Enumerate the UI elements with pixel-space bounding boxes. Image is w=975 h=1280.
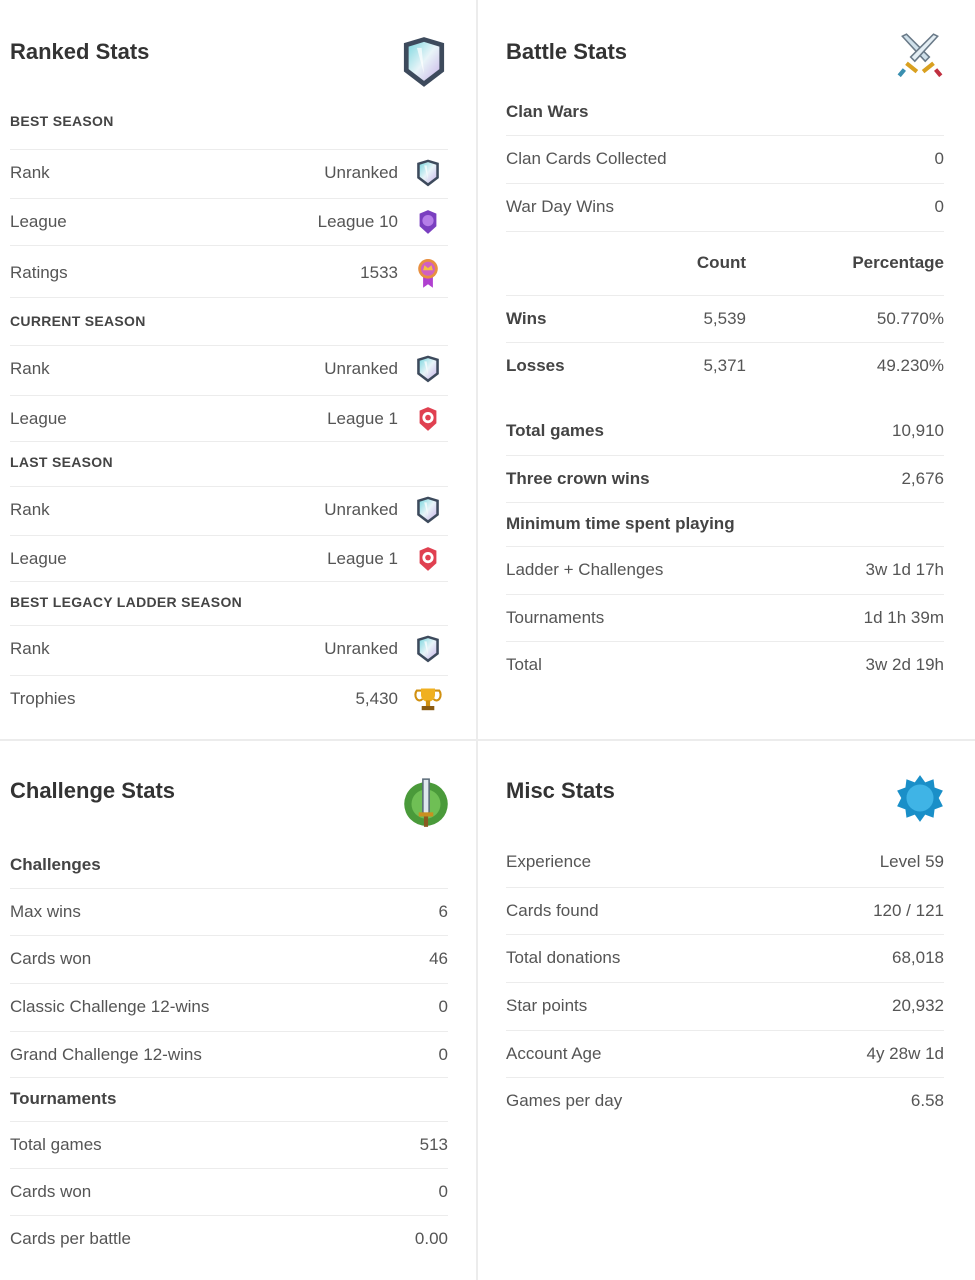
stat-label: Experience — [506, 852, 592, 871]
results-row — [506, 342, 944, 388]
stat-label: Rank — [10, 162, 50, 182]
league-1-icon — [414, 545, 442, 573]
stat-label: Trophies — [10, 688, 76, 708]
stat-value: Unranked — [324, 499, 398, 519]
stat-value: 3w 2d 19h — [865, 654, 944, 674]
section-current-season: CURRENT SEASON — [10, 297, 448, 343]
stat-row — [10, 888, 448, 934]
stat-value: 1533 — [360, 262, 398, 282]
unranked-shield-icon — [414, 635, 442, 663]
stat-value: 6.58 — [910, 1090, 944, 1110]
stat-row — [10, 625, 448, 671]
stat-row — [506, 546, 944, 592]
stat-label: Classic Challenge 12-wins — [10, 996, 210, 1016]
stat-value: 6 — [438, 901, 448, 921]
stat-row — [10, 1031, 448, 1077]
section-best-season: BEST SEASON — [10, 113, 114, 129]
section-challenges: Challenges — [10, 855, 101, 874]
stat-label: Games per day — [506, 1090, 623, 1110]
stat-label: Star points — [506, 995, 588, 1015]
result-percentage: 50.770% — [876, 308, 944, 328]
section-best-legacy-ladder-season: BEST LEGACY LADDER SEASON — [10, 581, 448, 621]
stat-row — [10, 395, 448, 441]
stat-label: League — [10, 408, 67, 428]
stat-value: 2,676 — [901, 468, 944, 488]
stat-row — [506, 135, 944, 181]
stat-label: Total games — [10, 1134, 102, 1154]
stat-row — [10, 1215, 448, 1261]
crossed-swords-icon — [894, 30, 946, 82]
stat-row — [10, 486, 448, 532]
stat-label: Cards won — [10, 1181, 92, 1201]
stat-value: Unranked — [324, 162, 398, 182]
challenge-stats-panel — [0, 741, 476, 1280]
stat-value: 0 — [934, 148, 944, 168]
stat-value: 1d 1h 39m — [863, 607, 944, 627]
stat-row — [506, 183, 944, 229]
result-label: Wins — [506, 308, 547, 328]
stat-value: League 10 — [317, 211, 398, 231]
results-header-row — [506, 231, 944, 293]
ranked-shield-icon — [398, 36, 450, 88]
stat-label: League — [10, 211, 67, 231]
battle-stats-panel — [478, 0, 975, 740]
stat-value: 46 — [429, 948, 448, 968]
stat-label: Tournaments — [506, 607, 605, 627]
stat-row — [10, 198, 448, 244]
stat-value: 10,910 — [892, 421, 944, 440]
stat-row — [10, 675, 448, 721]
panel-title: Misc Stats — [506, 778, 615, 803]
percentage-header: Percentage — [852, 252, 944, 272]
stat-row — [506, 455, 944, 501]
stat-label: Grand Challenge 12-wins — [10, 1044, 202, 1064]
stat-label: League — [10, 548, 67, 568]
stat-row — [10, 1121, 448, 1167]
unranked-shield-icon — [414, 496, 442, 524]
stat-label: Cards found — [506, 900, 599, 920]
stat-row — [506, 934, 944, 980]
section-last-season: LAST SEASON — [10, 441, 448, 481]
stat-row — [10, 535, 448, 581]
stat-value: 3w 1d 17h — [865, 559, 944, 579]
stat-row — [506, 594, 944, 640]
stat-row — [10, 149, 448, 195]
stat-value: 5,430 — [355, 688, 398, 708]
stat-label: War Day Wins — [506, 196, 614, 216]
stat-value: Unranked — [324, 638, 398, 658]
section-minimum-time: Minimum time spent playing — [506, 502, 944, 544]
stat-row — [506, 839, 944, 885]
stat-label: Rank — [10, 499, 50, 519]
ranked-stats-panel — [0, 0, 476, 740]
stat-label: Ratings — [10, 262, 68, 282]
count-header: Count — [696, 252, 746, 272]
ratings-medal-icon — [414, 255, 442, 291]
stat-label: Cards per battle — [10, 1228, 131, 1248]
panel-title: Ranked Stats — [10, 39, 150, 64]
result-count: 5,371 — [703, 355, 746, 375]
stat-row — [10, 345, 448, 391]
stat-label: Total games — [506, 421, 604, 440]
stat-value: 4y 28w 1d — [866, 1043, 944, 1063]
stat-value: 120 / 121 — [873, 900, 944, 920]
stat-value: League 1 — [327, 548, 398, 568]
trophy-icon — [414, 685, 442, 713]
result-label: Losses — [506, 355, 565, 375]
stat-row — [506, 1077, 944, 1123]
stat-label: Rank — [10, 358, 50, 378]
stat-label: Max wins — [10, 901, 81, 921]
panel-title: Battle Stats — [506, 39, 628, 64]
stat-row — [10, 245, 448, 299]
stat-label: Three crown wins — [506, 468, 650, 488]
stat-row — [10, 1168, 448, 1214]
result-count: 5,539 — [703, 308, 746, 328]
stat-row — [506, 1030, 944, 1076]
stat-row — [506, 982, 944, 1028]
stat-label: Cards won — [10, 948, 92, 968]
stat-row — [506, 641, 944, 687]
stat-row — [506, 408, 944, 454]
section-tournaments: Tournaments — [10, 1077, 448, 1119]
stat-value: Level 59 — [879, 852, 944, 871]
league-1-icon — [414, 405, 442, 433]
stat-value: 0 — [934, 196, 944, 216]
stat-label: Rank — [10, 638, 50, 658]
stat-value: League 1 — [327, 408, 398, 428]
stat-value: Unranked — [324, 358, 398, 378]
stat-row — [506, 887, 944, 933]
stat-value: 513 — [419, 1134, 448, 1154]
stat-label: Total — [506, 654, 542, 674]
unranked-shield-icon — [414, 355, 442, 383]
section-clan-wars: Clan Wars — [506, 102, 589, 121]
misc-stats-panel — [478, 741, 975, 1280]
stat-label: Account Age — [506, 1043, 602, 1063]
stat-label: Clan Cards Collected — [506, 148, 667, 168]
league-10-icon — [414, 208, 442, 236]
stat-value: 0.00 — [414, 1228, 448, 1248]
stat-value: 0 — [438, 1044, 448, 1064]
stat-value: 20,932 — [892, 995, 944, 1015]
panel-title: Challenge Stats — [10, 778, 176, 803]
stat-label: Ladder + Challenges — [506, 559, 664, 579]
stat-row — [10, 983, 448, 1029]
stat-row — [10, 935, 448, 981]
stat-value: 0 — [438, 996, 448, 1016]
stat-label: Total donations — [506, 947, 621, 967]
result-percentage: 49.230% — [876, 355, 944, 375]
results-row — [506, 295, 944, 341]
unranked-shield-icon — [414, 159, 442, 187]
laurel-sword-icon — [400, 775, 452, 831]
star-badge-icon — [894, 773, 946, 825]
stat-value: 68,018 — [892, 947, 944, 967]
stat-value: 0 — [438, 1181, 448, 1201]
